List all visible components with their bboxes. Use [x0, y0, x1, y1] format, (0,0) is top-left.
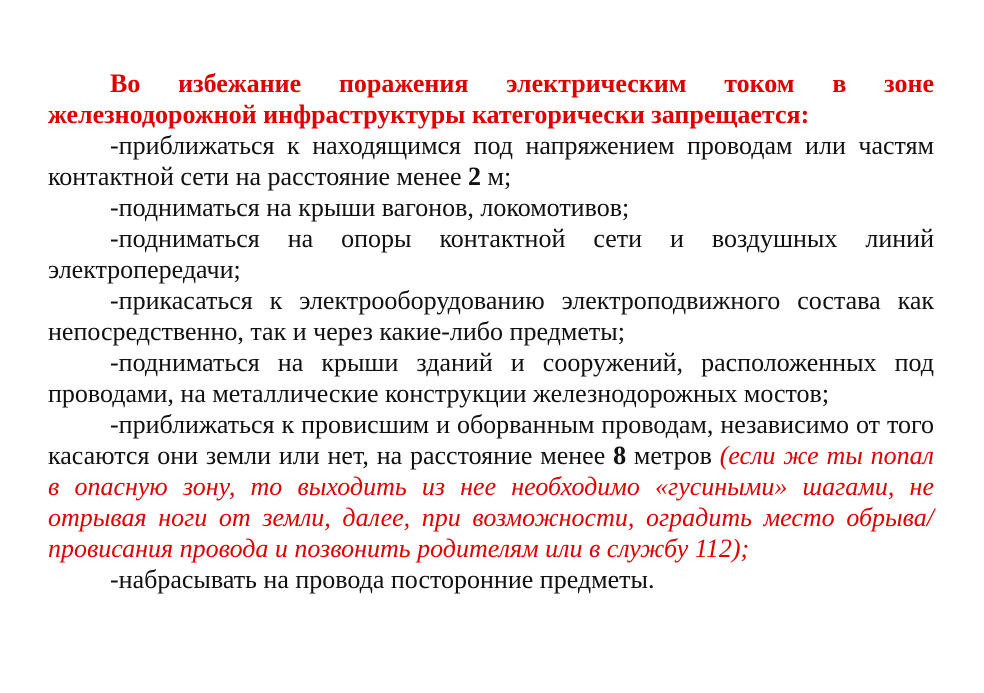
list-item-6-distance: 8	[613, 441, 627, 470]
list-item-7: -набрасывать на провода посторонние предметы.	[110, 565, 655, 594]
list-item-3: -подниматься на опоры контактной сети и воздушных линий электропередачи;	[48, 224, 934, 284]
document-body	[48, 68, 934, 595]
list-item-1-text: -приближаться к находящимся под напряжением проводам или частям контактной сети на расстояние менее	[48, 131, 934, 191]
list-item-5: -подниматься на крыши зданий и сооружений, расположенных под проводами, на металлические конструкции железнодорожных мостов;	[48, 348, 934, 408]
document-heading: Во избежание поражения электрическим током в зоне железнодорожной инфраструктуры категорически запрещается:	[48, 69, 934, 129]
list-item-2: -подниматься на крыши вагонов, локомотивов;	[110, 193, 630, 222]
list-item-6-unit: метров	[626, 441, 720, 470]
list-item-1-distance: 2	[468, 162, 482, 191]
list-item-4: -прикасаться к электрооборудованию электроподвижного состава как непосредственно, так и через какие-либо предметы;	[48, 286, 934, 346]
list-item-6-text: -приближаться к провисшим и оборванным проводам, независимо от того касаются они земли или нет, на расстояние менее	[48, 410, 934, 470]
list-item-1-unit: м;	[481, 162, 512, 191]
list-item-1	[48, 130, 934, 192]
list-item-6-safety-note: (если же ты попал в опасную зону, то выходить из нее необходимо «гусиными» шагами, не отрывая ноги от земли, далее, при возможности, оградить место обрыва/ провисания провода и позвонить родителям или в службу 112);	[48, 441, 935, 563]
list-item-6	[48, 409, 934, 564]
